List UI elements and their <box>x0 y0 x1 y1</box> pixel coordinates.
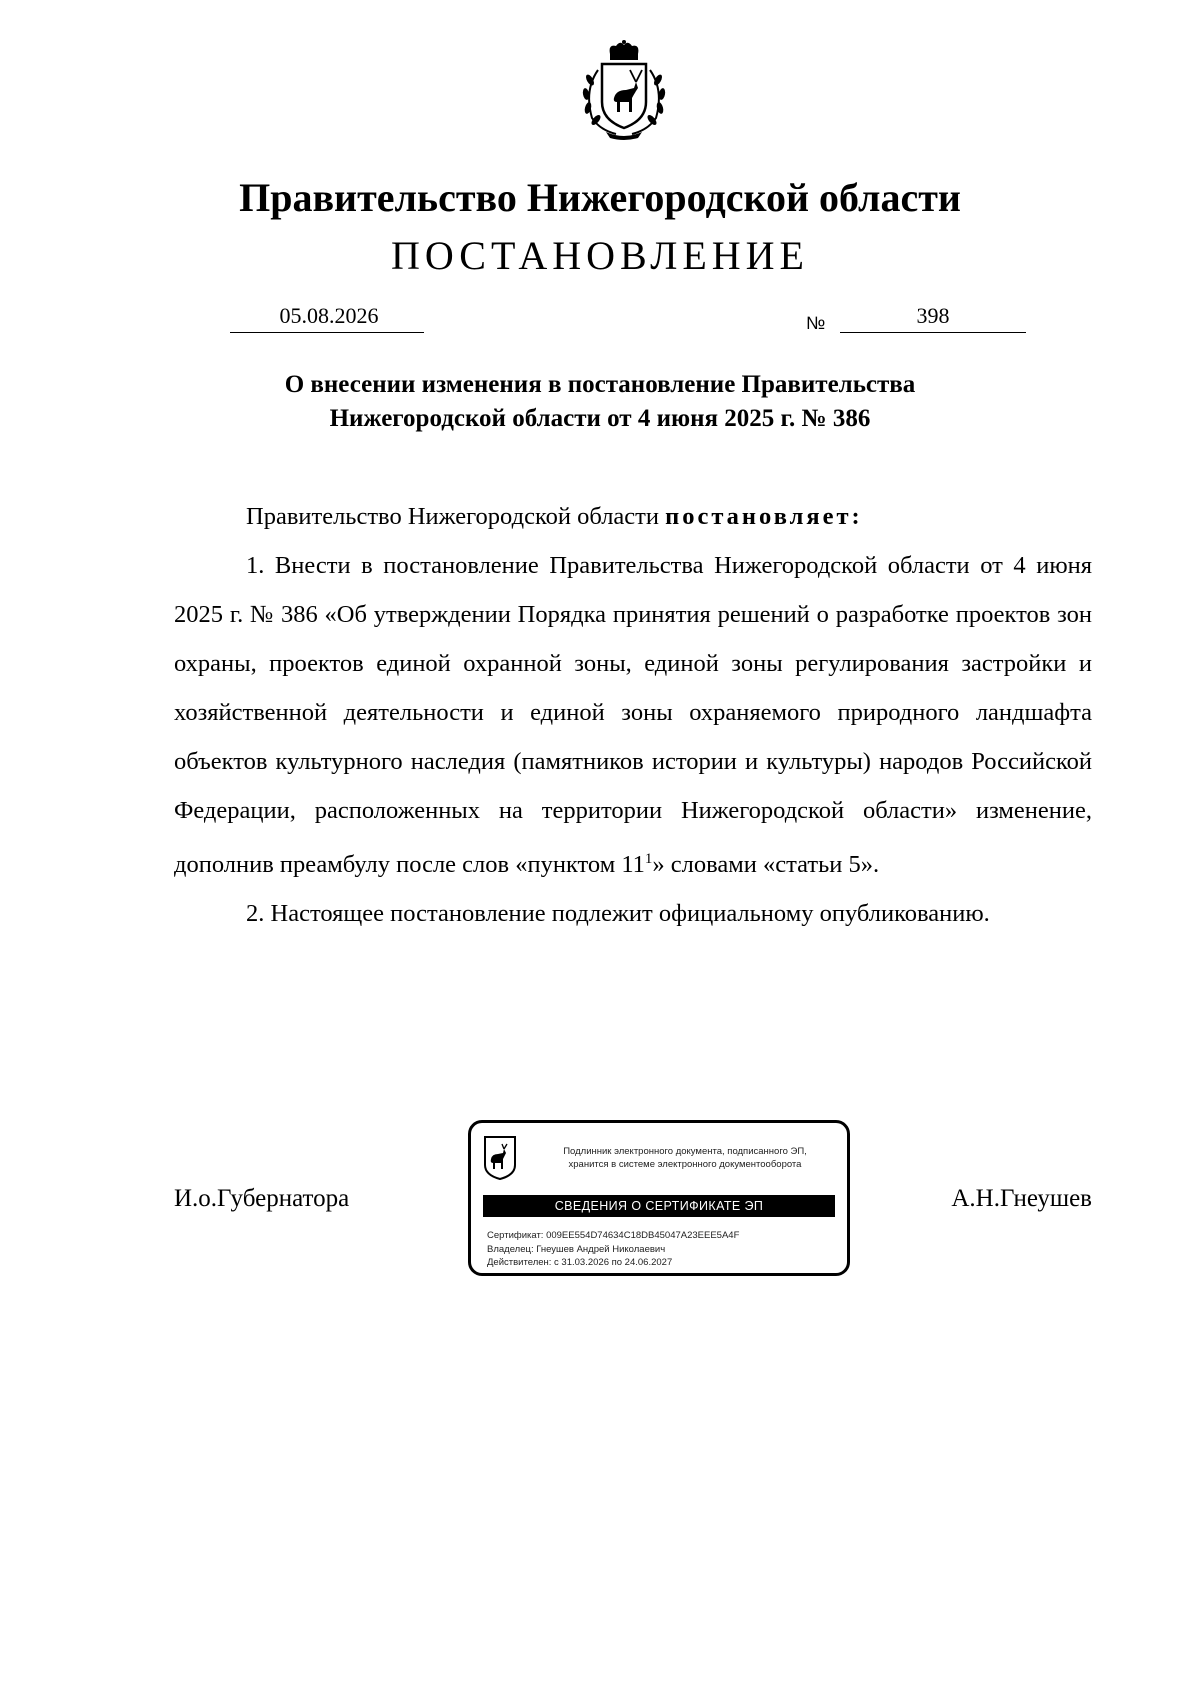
subject-line-1: О внесении изменения в постановление Правительства <box>284 371 916 398</box>
document-date: 05.08.2026 <box>279 303 379 328</box>
document-subject <box>0 368 1200 436</box>
stamp-header-line-2: хранится в системе электронного документооборота <box>568 1159 802 1170</box>
document-body <box>174 492 1092 938</box>
organization-title: Правительство Нижегородской области <box>239 175 961 220</box>
document-number: 398 <box>916 303 950 328</box>
number-underline <box>840 332 1026 333</box>
item-1-text: 1. Внести в постановление Правительства Нижегородской области от 4 июня 2025 г. № 386 «Об утверждении Порядка принятия решений о разработке проектов зон охраны, проектов единой охранной зоны, единой зоны регулирования застройки и хозяйственной деятельности и единой зоны охраняемого природного ландшафта объектов культурного наследия (памятников истории и культуры) народов Российской Федерации, расположенных на территории Нижегородской области» изменение, дополнив преамбулу после слов «пунктом 11 <box>174 552 1092 879</box>
number-sign: № <box>806 313 826 333</box>
electronic-signature-stamp <box>468 1120 850 1276</box>
deer-emblem-icon <box>483 1135 517 1181</box>
stamp-header <box>527 1145 843 1171</box>
item-1-text-end: » словами «статьи 5». <box>652 851 880 879</box>
certificate-id: Сертификат: 009EE554D74634C18DB45047A23EEE5A4F <box>487 1230 740 1241</box>
certificate-validity: Действителен: с 31.03.2026 по 24.06.2027 <box>487 1257 673 1268</box>
certificate-owner: Владелец: Гнеушев Андрей Николаевич <box>487 1243 666 1255</box>
subject-line-2: Нижегородской области от 4 июня 2025 г. № 386 <box>329 405 871 432</box>
signatory-position: И.о.Губернатора <box>174 1185 350 1212</box>
coat-of-arms-icon <box>576 40 672 140</box>
preamble-text: Правительство Нижегородской области <box>246 503 666 530</box>
item-1-superscript: 1 <box>644 851 653 867</box>
date-underline <box>230 332 424 333</box>
stamp-certificate-bar: СВЕДЕНИЯ О СЕРТИФИКАТЕ ЭП <box>483 1195 835 1217</box>
preamble-decree: постановляет: <box>665 503 863 530</box>
item-1-paragraph <box>174 541 1092 889</box>
preamble-paragraph <box>174 492 1092 541</box>
document-type: ПОСТАНОВЛЕНИЕ <box>391 233 809 278</box>
stamp-header-line-1: Подлинник электронного документа, подписанного ЭП, <box>563 1146 807 1157</box>
stamp-certificate-info <box>487 1229 739 1270</box>
signatory-name: А.Н.Гнеушев <box>951 1185 1092 1212</box>
item-2-paragraph: 2. Настоящее постановление подлежит официальному опубликованию. <box>246 900 990 928</box>
